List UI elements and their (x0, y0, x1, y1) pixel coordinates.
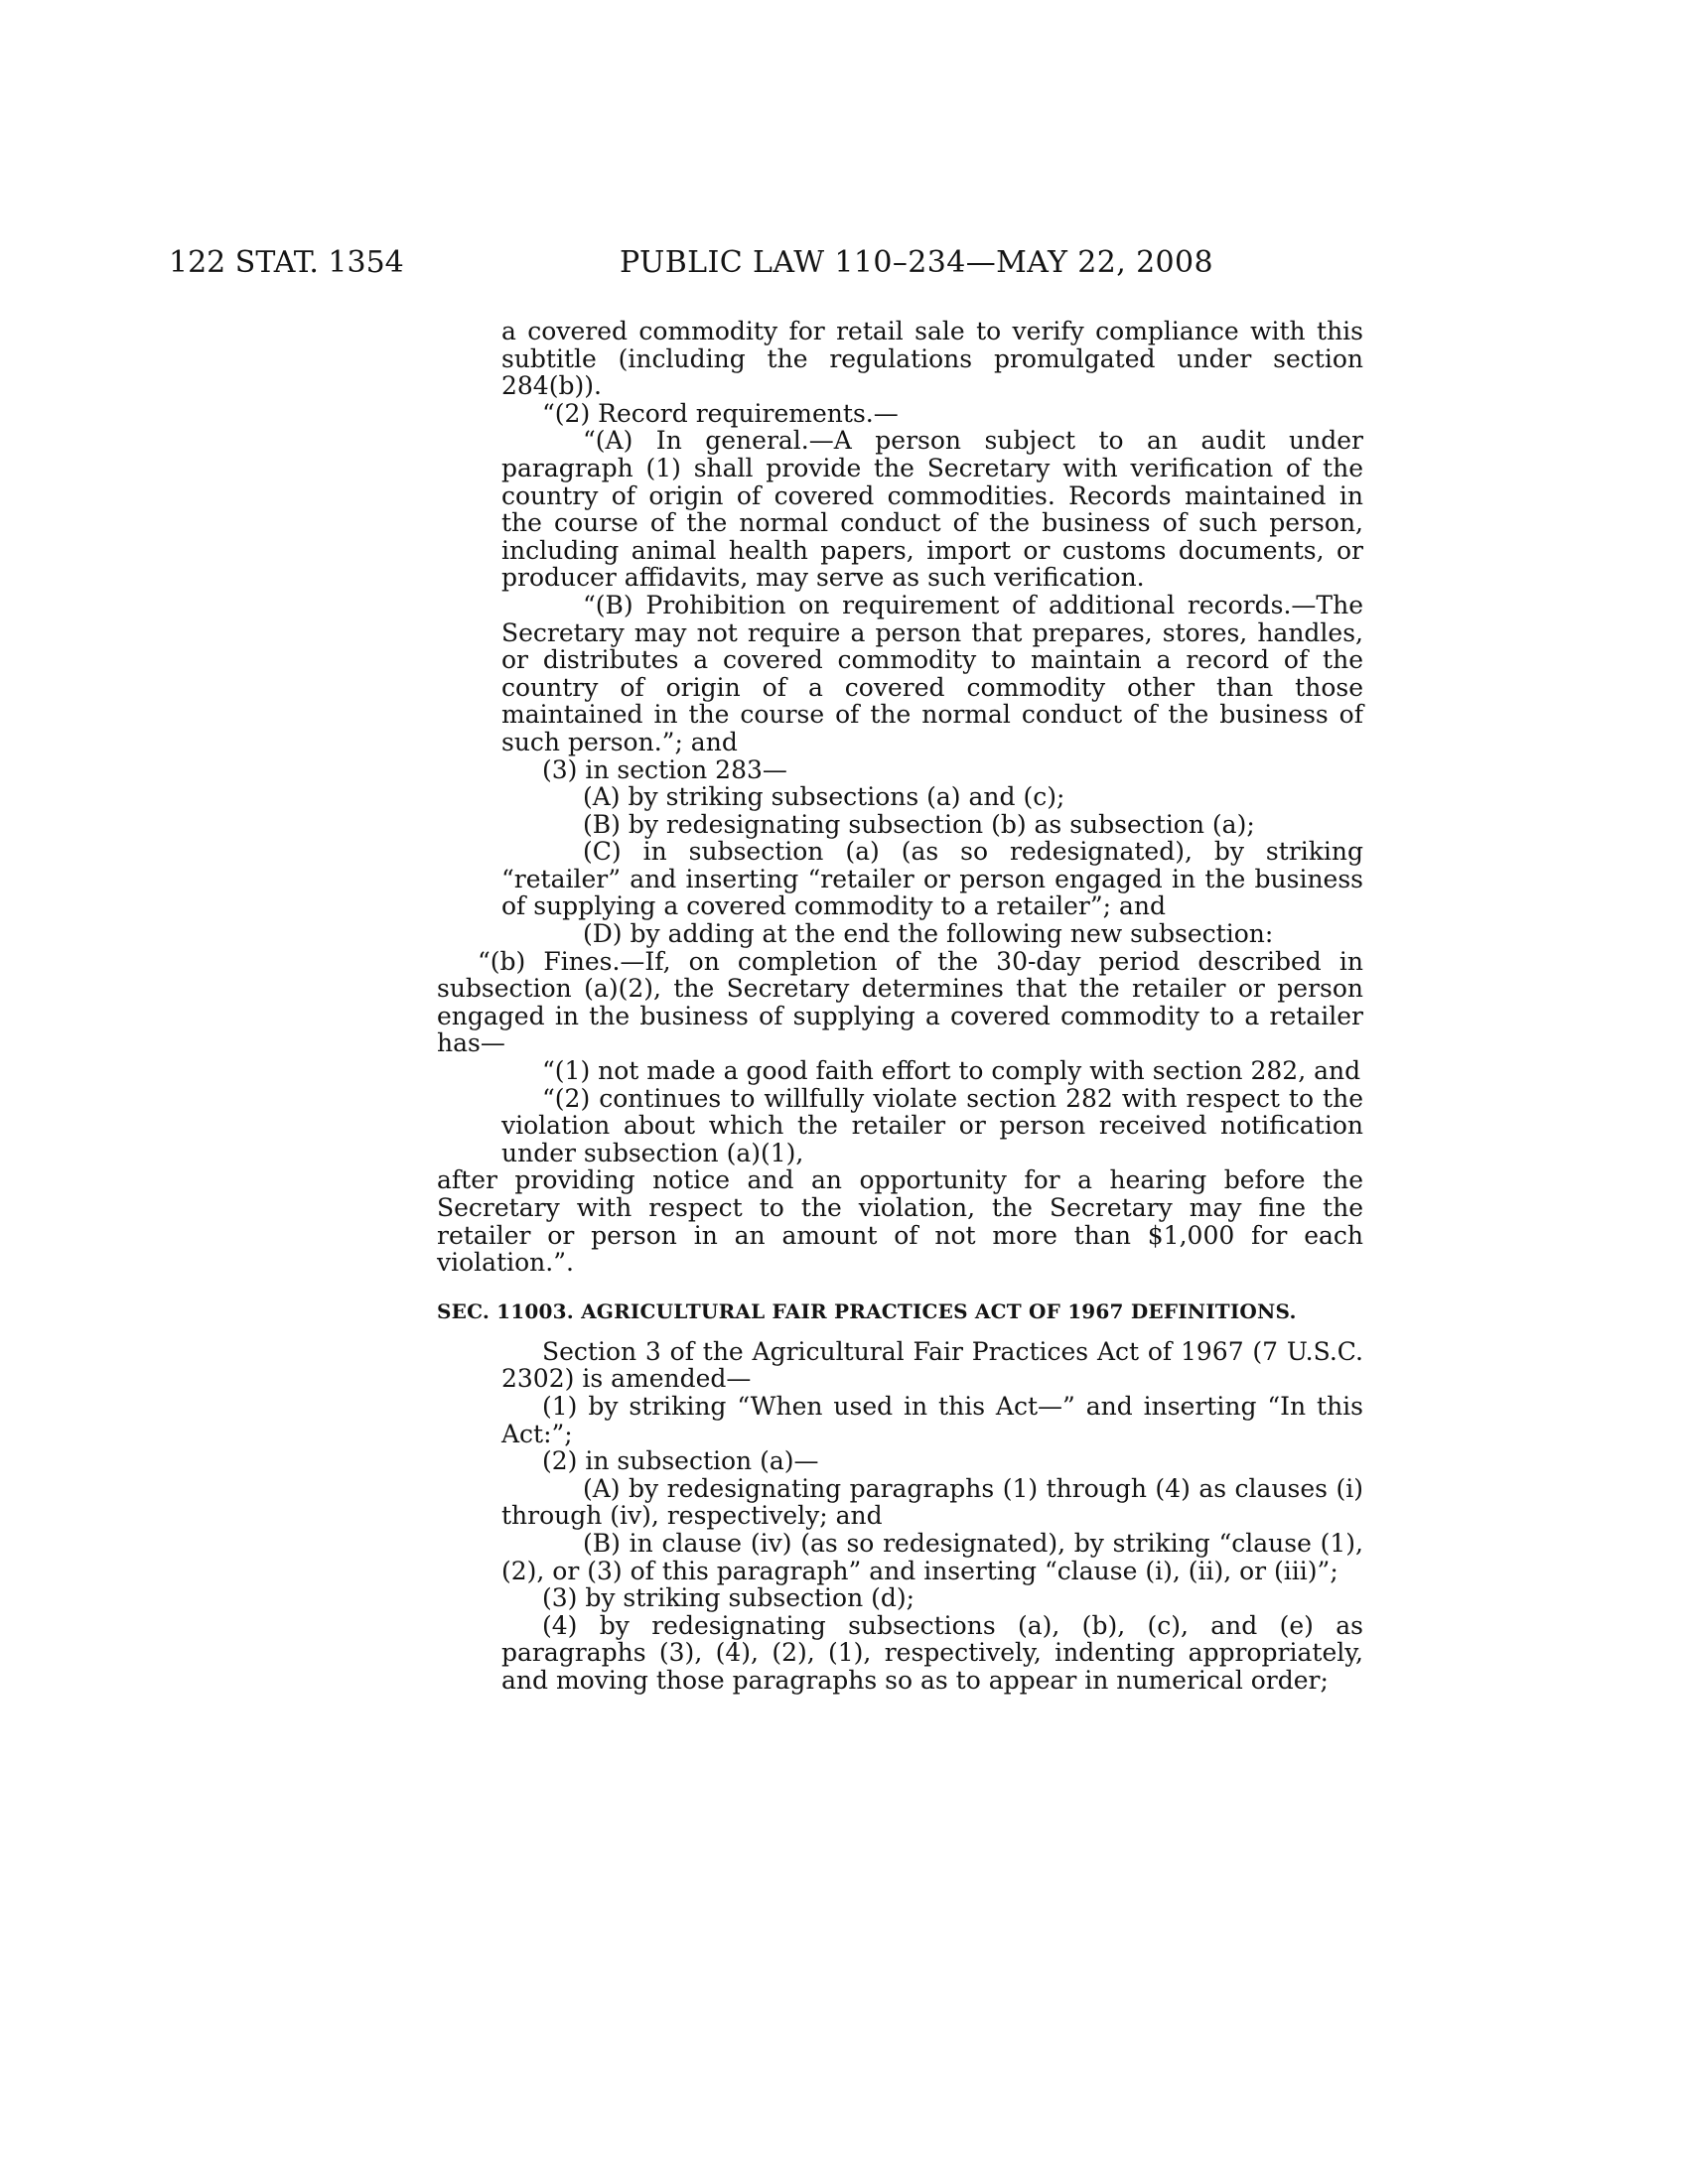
paragraph: (B) in clause (iv) (as so redesignated), by striking “clause (1), (2), or (3) of this paragraph” and inserting “clause (i), (ii), or (iii)”; (501, 1528, 1363, 1585)
paragraph: (B) by redesignating subsection (b) as subsection (a); (583, 809, 1255, 839)
paragraph: (D) by adding at the end the following new subsection: (583, 919, 1274, 949)
stat-citation: 122 STAT. 1354 (169, 245, 404, 280)
law-title: PUBLIC LAW 110–234—MAY 22, 2008 (620, 245, 1214, 280)
paragraph: after providing notice and an opportunity for a hearing before the Secretary with respect to the violation, the Secretary may fine the retailer or person in an amount of not more than $1,000 for each violation.”. (437, 1165, 1363, 1278)
paragraph: a covered commodity for retail sale to verify compliance with this subtitle (including the regulations promulgated under section 284(b)). (501, 317, 1363, 401)
paragraph: “(2) continues to willfully violate section 282 with respect to the violation about which the retailer or person received notification under subsection (a)(1), (501, 1083, 1363, 1167)
paragraph: “(1) not made a good faith effort to comply with section 282, and (542, 1056, 1361, 1086)
paragraph: (4) by redesignating subsections (a), (b), (c), and (e) as paragraphs (3), (4), (2), (1), respectively, indenting appropriately, and moving those paragraphs so as to appear in numerical order; (501, 1610, 1363, 1695)
paragraph: “(B) Prohibition on requirement of additional records.—The Secretary may not require a person that prepares, stores, handles, or distributes a covered commodity to maintain a record of the country of origin of a covered commodity other than those maintained in the course of the normal conduct of the business of such person.”; and (501, 590, 1363, 756)
paragraph-heading-record-requirements: “(2) Record requirements.— (542, 398, 899, 428)
paragraph: (A) by redesignating paragraphs (1) through (4) as clauses (i) through (iv), respectively; and (501, 1473, 1363, 1531)
paragraph: “(A) In general.—A person subject to an audit under paragraph (1) shall provide the Secretary with verification of the country of origin of covered commodities. Records maintained in the course of the normal conduct of the business of such person, including animal health papers, import or customs documents, or producer affidavits, may serve as such verification. (501, 426, 1363, 593)
paragraph-fines: “(b) Fines.—If, on completion of the 30-day period described in subsection (a)(2), the Secretary determines that the retailer or person engaged in the business of supplying a covered commodity to a retailer has— (437, 946, 1363, 1058)
paragraph: (1) by striking “When used in this Act—” and inserting “In this Act:”; (501, 1391, 1363, 1448)
paragraph: Section 3 of the Agricultural Fair Practices Act of 1967 (7 U.S.C. 2302) is amended— (501, 1336, 1363, 1394)
paragraph: (2) in subsection (a)— (542, 1446, 819, 1476)
paragraph: (C) in subsection (a) (as so redesignated), by striking “retailer” and inserting “retailer or person engaged in the business of supplying a covered commodity to a retailer”; and (501, 837, 1363, 921)
section-heading: SEC. 11003. AGRICULTURAL FAIR PRACTICES ACT OF 1967 DEFINITIONS. (437, 1298, 1297, 1323)
paragraph: (3) in section 283— (542, 754, 787, 784)
paragraph: (3) by striking subsection (d); (542, 1583, 915, 1613)
paragraph: (A) by striking subsections (a) and (c); (583, 782, 1065, 812)
page-header (0, 245, 1688, 285)
document-body (437, 317, 1363, 1695)
